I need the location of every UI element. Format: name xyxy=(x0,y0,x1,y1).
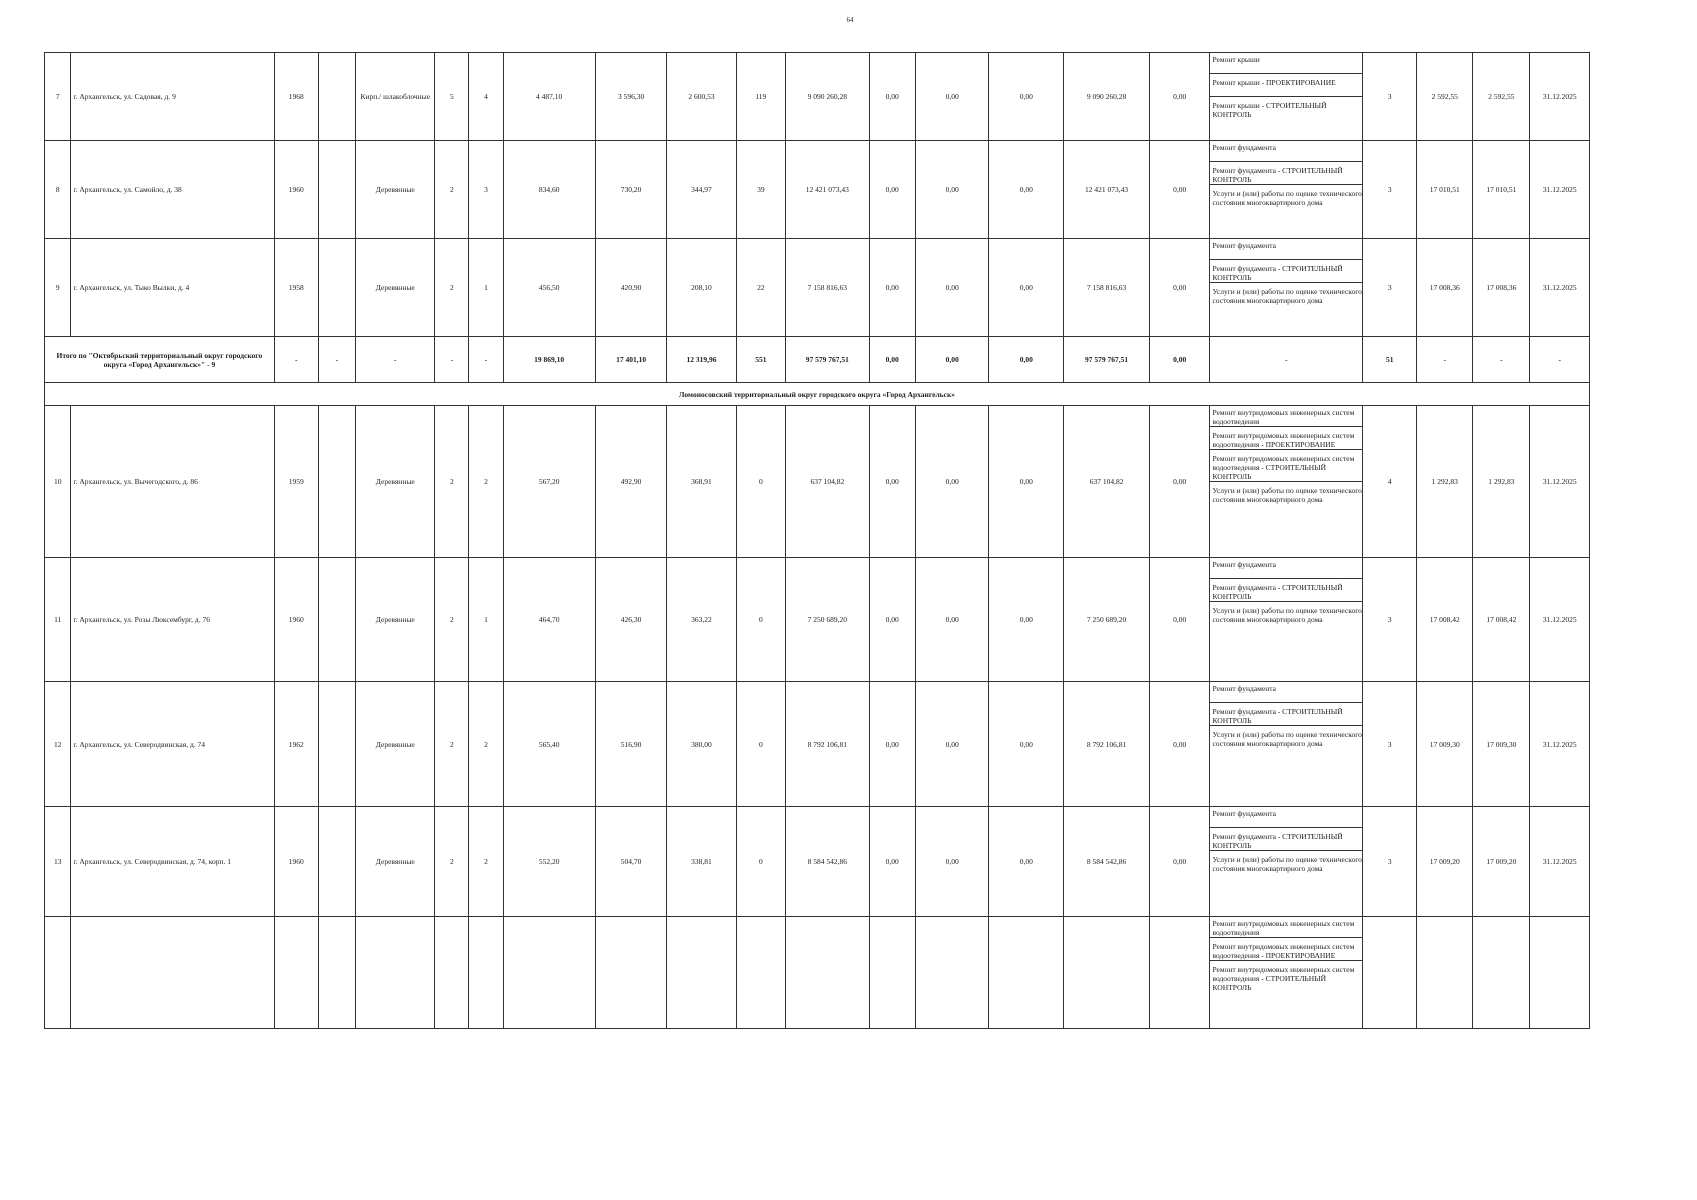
entrances-count: 2 xyxy=(469,807,503,917)
budget-local: 0,00 xyxy=(989,807,1064,917)
empty-cell xyxy=(45,917,71,1029)
row-number: 7 xyxy=(45,53,71,141)
total-dash: - xyxy=(435,337,469,383)
area-total: 464,70 xyxy=(503,558,595,682)
works-list xyxy=(1210,406,1363,558)
entrances-count: 1 xyxy=(469,558,503,682)
other-funds: 0,00 xyxy=(1150,239,1210,337)
area-residential: 504,70 xyxy=(595,807,666,917)
cost-total: 8 584 542,86 xyxy=(786,807,870,917)
area-residential: 516,90 xyxy=(595,682,666,807)
work-item: Ремонт внутридомовых инженерных систем водоотведения xyxy=(1212,408,1355,426)
empty-cell xyxy=(71,917,274,1029)
capital-repair-table xyxy=(44,52,1590,1029)
budget-subject: 0,00 xyxy=(915,239,989,337)
total-cost: 97 579 767,51 xyxy=(786,337,870,383)
owners-funds: 12 421 073,43 xyxy=(1064,141,1150,239)
total-dash: - xyxy=(1417,337,1473,383)
area-residential-owned: 368,91 xyxy=(667,406,736,558)
work-item: Ремонт фундамента xyxy=(1212,143,1276,152)
wall-material: Деревянные xyxy=(356,807,435,917)
total-area-total: 19 869,10 xyxy=(503,337,595,383)
address-cell: г. Архангельск, ул. Северодвинская, д. 74, корп. 1 xyxy=(71,807,274,917)
entrances-count: 2 xyxy=(469,682,503,807)
area-total: 456,50 xyxy=(503,239,595,337)
row-number: 13 xyxy=(45,807,71,917)
empty-cell xyxy=(786,917,870,1029)
unit-cost: 17 009,30 xyxy=(1417,682,1473,807)
total-budget-subject: 0,00 xyxy=(915,337,989,383)
floors-count: 2 xyxy=(435,558,469,682)
owners-funds: 8 792 106,81 xyxy=(1064,682,1150,807)
entrances-count: 3 xyxy=(469,141,503,239)
work-item: Ремонт фундамента - СТРОИТЕЛЬНЫЙ КОНТРОЛЬ xyxy=(1210,259,1362,282)
year-built: 1959 xyxy=(274,406,318,558)
work-item: Ремонт фундамента xyxy=(1212,809,1276,818)
limit-cost: 17 010,51 xyxy=(1473,141,1530,239)
work-item: Ремонт фундамента xyxy=(1212,560,1276,569)
address-cell: г. Архангельск, ул. Вычегодского, д. 86 xyxy=(71,406,274,558)
area-total: 834,60 xyxy=(503,141,595,239)
area-residential-owned: 208,10 xyxy=(667,239,736,337)
entrances-count: 2 xyxy=(469,406,503,558)
table-row xyxy=(45,141,1590,239)
floors-count: 2 xyxy=(435,406,469,558)
work-item: Ремонт фундамента - СТРОИТЕЛЬНЫЙ КОНТРОЛЬ xyxy=(1210,702,1362,725)
unit-cost: 17 008,42 xyxy=(1417,558,1473,682)
cost-total: 9 090 260,28 xyxy=(786,53,870,141)
unit-cost: 2 592,55 xyxy=(1417,53,1473,141)
work-item: Ремонт внутридомовых инженерных систем водоотведения - СТРОИТЕЛЬНЫЙ КОНТРОЛЬ xyxy=(1210,449,1362,481)
entrances-count: 1 xyxy=(469,239,503,337)
works-list xyxy=(1210,141,1363,239)
total-area-residential-owned: 12 319,96 xyxy=(667,337,736,383)
address-cell: г. Архангельск, ул. Тыко Вылки, д. 4 xyxy=(71,239,274,337)
other-funds: 0,00 xyxy=(1150,53,1210,141)
page-number: 64 xyxy=(846,16,854,24)
empty-cell xyxy=(503,917,595,1029)
table-row xyxy=(45,558,1590,682)
total-budget-local: 0,00 xyxy=(989,337,1064,383)
fund-share: 0,00 xyxy=(869,53,915,141)
total-count: 51 xyxy=(1363,337,1417,383)
work-item: Ремонт фундамента xyxy=(1212,241,1276,250)
work-item: Ремонт фундамента - СТРОИТЕЛЬНЫЙ КОНТРОЛЬ xyxy=(1210,827,1362,850)
cost-total: 8 792 106,81 xyxy=(786,682,870,807)
total-label: Итого по "Октябрьский территориальный округ городского округа «Город Архангельск»" - 9 xyxy=(45,337,275,383)
table-row xyxy=(45,807,1590,917)
owners-funds: 8 584 542,86 xyxy=(1064,807,1150,917)
fund-share: 0,00 xyxy=(869,807,915,917)
total-other: 0,00 xyxy=(1150,337,1210,383)
owners-funds: 637 104,82 xyxy=(1064,406,1150,558)
fund-share: 0,00 xyxy=(869,239,915,337)
residents-count: 39 xyxy=(736,141,785,239)
address-cell: г. Архангельск, ул. Садовая, д. 9 xyxy=(71,53,274,141)
empty-cell xyxy=(667,917,736,1029)
works-count: 3 xyxy=(1363,239,1417,337)
works-list xyxy=(1210,239,1363,337)
area-residential: 3 596,30 xyxy=(595,53,666,141)
wall-material: Деревянные xyxy=(356,141,435,239)
empty-cell xyxy=(318,239,355,337)
empty-cell xyxy=(274,917,318,1029)
work-item: Ремонт крыши xyxy=(1212,55,1260,64)
unit-cost: 17 009,20 xyxy=(1417,807,1473,917)
year-built: 1960 xyxy=(274,558,318,682)
owners-funds: 7 158 816,63 xyxy=(1064,239,1150,337)
completion-date: 31.12.2025 xyxy=(1530,239,1590,337)
work-item: Ремонт фундамента - СТРОИТЕЛЬНЫЙ КОНТРОЛЬ xyxy=(1210,578,1362,601)
works-count: 4 xyxy=(1363,406,1417,558)
residents-count: 0 xyxy=(736,406,785,558)
wall-material: Деревянные xyxy=(356,406,435,558)
work-item: Ремонт внутридомовых инженерных систем водоотведения - ПРОЕКТИРОВАНИЕ xyxy=(1210,937,1362,960)
owners-funds: 9 090 260,28 xyxy=(1064,53,1150,141)
residents-count: 0 xyxy=(736,558,785,682)
budget-subject: 0,00 xyxy=(915,141,989,239)
empty-cell xyxy=(318,141,355,239)
total-dash: - xyxy=(1530,337,1590,383)
work-item: Ремонт фундамента xyxy=(1212,684,1276,693)
total-dash: - xyxy=(1473,337,1530,383)
empty-cell xyxy=(1417,917,1473,1029)
area-residential-owned: 344,97 xyxy=(667,141,736,239)
limit-cost: 17 008,42 xyxy=(1473,558,1530,682)
area-residential-owned: 2 600,53 xyxy=(667,53,736,141)
work-item: Услуги и (или) работы по оценке технического состояния многоквартирного дома xyxy=(1210,850,1362,873)
wall-material: Кирп./ шлакоблочные xyxy=(356,53,435,141)
budget-local: 0,00 xyxy=(989,53,1064,141)
area-residential: 420,90 xyxy=(595,239,666,337)
floors-count: 5 xyxy=(435,53,469,141)
total-dash: - xyxy=(469,337,503,383)
total-owners: 97 579 767,51 xyxy=(1064,337,1150,383)
completion-date: 31.12.2025 xyxy=(1530,141,1590,239)
completion-date: 31.12.2025 xyxy=(1530,53,1590,141)
empty-cell xyxy=(318,807,355,917)
completion-date: 31.12.2025 xyxy=(1530,406,1590,558)
floors-count: 2 xyxy=(435,807,469,917)
unit-cost: 17 010,51 xyxy=(1417,141,1473,239)
total-dash: - xyxy=(356,337,435,383)
total-residents: 551 xyxy=(736,337,785,383)
limit-cost: 17 009,20 xyxy=(1473,807,1530,917)
row-number: 12 xyxy=(45,682,71,807)
limit-cost: 2 592,55 xyxy=(1473,53,1530,141)
total-dash: - xyxy=(274,337,318,383)
fund-share: 0,00 xyxy=(869,558,915,682)
works-list xyxy=(1210,53,1363,141)
table-body xyxy=(45,53,1590,1029)
empty-cell xyxy=(318,558,355,682)
area-residential-owned: 380,00 xyxy=(667,682,736,807)
area-total: 4 487,10 xyxy=(503,53,595,141)
empty-cell xyxy=(469,917,503,1029)
budget-subject: 0,00 xyxy=(915,807,989,917)
floors-count: 2 xyxy=(435,239,469,337)
unit-cost: 1 292,83 xyxy=(1417,406,1473,558)
year-built: 1960 xyxy=(274,141,318,239)
fund-share: 0,00 xyxy=(869,406,915,558)
work-item: Ремонт внутридомовых инженерных систем водоотведения - СТРОИТЕЛЬНЫЙ КОНТРОЛЬ xyxy=(1210,960,1362,992)
fund-share: 0,00 xyxy=(869,682,915,807)
unit-cost: 17 008,36 xyxy=(1417,239,1473,337)
works-list xyxy=(1210,558,1363,682)
budget-subject: 0,00 xyxy=(915,406,989,558)
entrances-count: 4 xyxy=(469,53,503,141)
limit-cost: 1 292,83 xyxy=(1473,406,1530,558)
works-count: 3 xyxy=(1363,807,1417,917)
limit-cost: 17 008,36 xyxy=(1473,239,1530,337)
row-number: 9 xyxy=(45,239,71,337)
wall-material: Деревянные xyxy=(356,558,435,682)
area-residential: 730,20 xyxy=(595,141,666,239)
work-item: Услуги и (или) работы по оценке технического состояния многоквартирного дома xyxy=(1210,184,1362,207)
cost-total: 12 421 073,43 xyxy=(786,141,870,239)
floors-count: 2 xyxy=(435,682,469,807)
budget-local: 0,00 xyxy=(989,239,1064,337)
area-residential-owned: 338,81 xyxy=(667,807,736,917)
year-built: 1968 xyxy=(274,53,318,141)
work-item: Ремонт фундамента - СТРОИТЕЛЬНЫЙ КОНТРОЛЬ xyxy=(1210,161,1362,184)
empty-cell xyxy=(356,917,435,1029)
empty-cell xyxy=(736,917,785,1029)
work-item: Ремонт внутридомовых инженерных систем водоотведения xyxy=(1212,919,1355,937)
work-item: Ремонт крыши - ПРОЕКТИРОВАНИЕ xyxy=(1210,73,1362,96)
empty-cell xyxy=(1150,917,1210,1029)
empty-cell xyxy=(435,917,469,1029)
total-row xyxy=(45,337,1590,383)
residents-count: 0 xyxy=(736,682,785,807)
work-item: Ремонт крыши - СТРОИТЕЛЬНЫЙ КОНТРОЛЬ xyxy=(1210,96,1362,119)
other-funds: 0,00 xyxy=(1150,682,1210,807)
limit-cost: 17 009,30 xyxy=(1473,682,1530,807)
work-item: Услуги и (или) работы по оценке технического состояния многоквартирного дома xyxy=(1210,481,1362,504)
row-number: 11 xyxy=(45,558,71,682)
works-list xyxy=(1210,917,1363,1029)
area-residential: 492,90 xyxy=(595,406,666,558)
residents-count: 0 xyxy=(736,807,785,917)
completion-date: 31.12.2025 xyxy=(1530,558,1590,682)
budget-subject: 0,00 xyxy=(915,53,989,141)
empty-cell xyxy=(318,53,355,141)
budget-subject: 0,00 xyxy=(915,682,989,807)
fund-share: 0,00 xyxy=(869,141,915,239)
residents-count: 119 xyxy=(736,53,785,141)
empty-cell xyxy=(1473,917,1530,1029)
wall-material: Деревянные xyxy=(356,239,435,337)
works-count: 3 xyxy=(1363,141,1417,239)
work-item: Услуги и (или) работы по оценке технического состояния многоквартирного дома xyxy=(1210,725,1362,748)
area-residential-owned: 363,22 xyxy=(667,558,736,682)
works-count: 3 xyxy=(1363,53,1417,141)
other-funds: 0,00 xyxy=(1150,406,1210,558)
section-header-row xyxy=(45,383,1590,406)
year-built: 1958 xyxy=(274,239,318,337)
cost-total: 7 158 816,63 xyxy=(786,239,870,337)
total-dash: - xyxy=(1210,337,1363,383)
address-cell: г. Архангельск, ул. Розы Люксембург, д. 76 xyxy=(71,558,274,682)
table-row xyxy=(45,53,1590,141)
table-row xyxy=(45,682,1590,807)
cost-total: 7 250 689,20 xyxy=(786,558,870,682)
other-funds: 0,00 xyxy=(1150,558,1210,682)
wall-material: Деревянные xyxy=(356,682,435,807)
works-count: 3 xyxy=(1363,682,1417,807)
empty-cell xyxy=(318,406,355,558)
cost-total: 637 104,82 xyxy=(786,406,870,558)
address-cell: г. Архангельск, ул. Северодвинская, д. 74 xyxy=(71,682,274,807)
budget-subject: 0,00 xyxy=(915,558,989,682)
area-total: 567,20 xyxy=(503,406,595,558)
table-row xyxy=(45,406,1590,558)
other-funds: 0,00 xyxy=(1150,807,1210,917)
budget-local: 0,00 xyxy=(989,141,1064,239)
empty-cell xyxy=(318,682,355,807)
empty-cell xyxy=(915,917,989,1029)
completion-date: 31.12.2025 xyxy=(1530,807,1590,917)
row-number: 10 xyxy=(45,406,71,558)
empty-cell xyxy=(1064,917,1150,1029)
floors-count: 2 xyxy=(435,141,469,239)
area-residential: 426,30 xyxy=(595,558,666,682)
budget-local: 0,00 xyxy=(989,682,1064,807)
total-dash: - xyxy=(318,337,355,383)
total-fund: 0,00 xyxy=(869,337,915,383)
table-row-partial xyxy=(45,917,1590,1029)
owners-funds: 7 250 689,20 xyxy=(1064,558,1150,682)
budget-local: 0,00 xyxy=(989,558,1064,682)
year-built: 1962 xyxy=(274,682,318,807)
work-item: Ремонт внутридомовых инженерных систем водоотведения - ПРОЕКТИРОВАНИЕ xyxy=(1210,426,1362,449)
other-funds: 0,00 xyxy=(1150,141,1210,239)
residents-count: 22 xyxy=(736,239,785,337)
work-item: Услуги и (или) работы по оценке технического состояния многоквартирного дома xyxy=(1210,282,1362,305)
empty-cell xyxy=(989,917,1064,1029)
address-cell: г. Архангельск, ул. Самойло, д. 38 xyxy=(71,141,274,239)
area-total: 565,40 xyxy=(503,682,595,807)
work-item: Услуги и (или) работы по оценке технического состояния многоквартирного дома xyxy=(1210,601,1362,624)
total-area-residential: 17 401,10 xyxy=(595,337,666,383)
works-count: 3 xyxy=(1363,558,1417,682)
empty-cell xyxy=(1363,917,1417,1029)
completion-date: 31.12.2025 xyxy=(1530,682,1590,807)
works-list xyxy=(1210,682,1363,807)
row-number: 8 xyxy=(45,141,71,239)
year-built: 1960 xyxy=(274,807,318,917)
table-row xyxy=(45,239,1590,337)
empty-cell xyxy=(869,917,915,1029)
empty-cell xyxy=(1530,917,1590,1029)
empty-cell xyxy=(318,917,355,1029)
works-list xyxy=(1210,807,1363,917)
area-total: 552,20 xyxy=(503,807,595,917)
section-header: Ломоносовский территориальный округ городского округа «Город Архангельск» xyxy=(45,383,1590,406)
empty-cell xyxy=(595,917,666,1029)
budget-local: 0,00 xyxy=(989,406,1064,558)
